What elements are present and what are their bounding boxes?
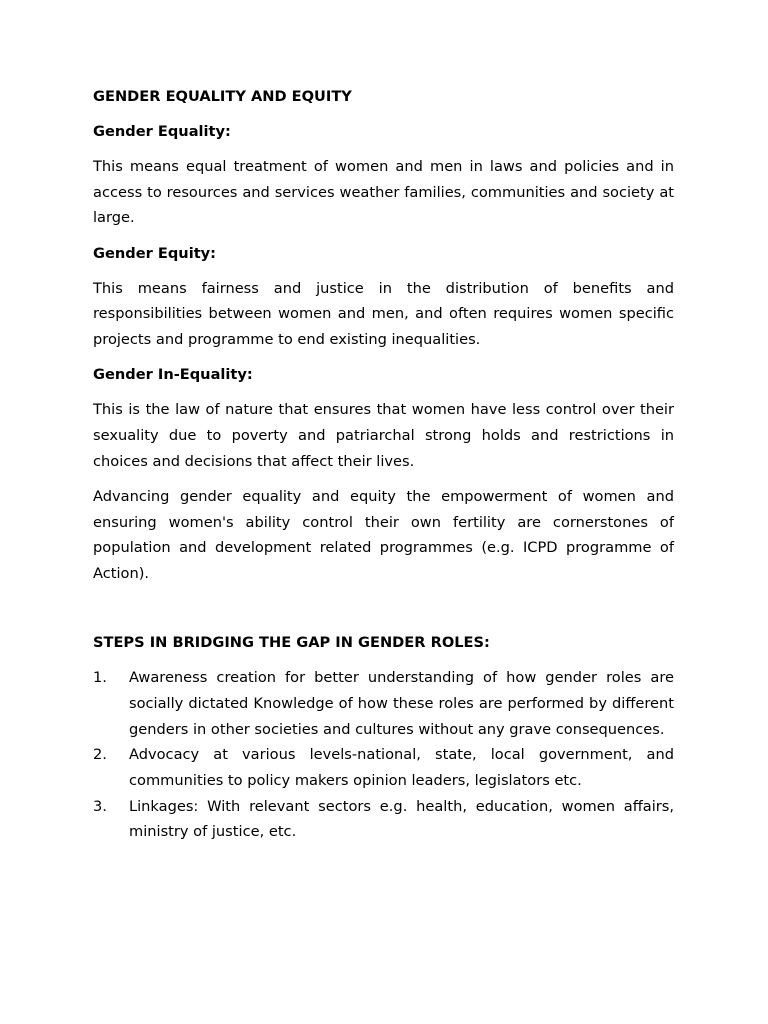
list-item-number: 3. [93,797,107,815]
list-item-number: 1. [93,669,107,687]
steps-list [93,665,674,845]
list-item-number: 2. [93,746,107,764]
blank-line [93,596,674,630]
list-item-text: Linkages: With relevant sectors e.g. health, education, women affairs, ministry of justice, etc. [129,797,674,841]
document-title: GENDER EQUALITY AND EQUITY [93,88,352,105]
section-paragraph: Advancing gender equality and equity the empowerment of women and ensuring women's ability control their own fertility are cornerstones of population and development related programmes (e.g. ICPD programme of Action). [93,487,674,582]
section-paragraph: This is the law of nature that ensures that women have less control over their sexuality due to poverty and patriarchal strong holds and restrictions in choices and decisions that affect their lives. [93,401,674,470]
list-item [93,742,674,793]
section-paragraph: This means fairness and justice in the distribution of benefits and responsibilities between women and men, and often requires women specific projects and programme to end existing inequalities. [93,279,674,349]
section-gender-equity [93,241,674,353]
list-item [93,665,674,742]
section-gender-inequality [93,362,674,586]
section-paragraph: This means equal treatment of women and men in laws and policies and in access to resources and services weather families, communities and society at large. [93,158,674,227]
section-heading: Gender Equity: [93,244,217,262]
list-item-text: Awareness creation for better understanding of how gender roles are socially dictated Knowledge of how these roles are performed by different genders in other societies and cultures without any grave consequences. [129,669,674,738]
list-item [93,794,674,845]
steps-heading: STEPS IN BRIDGING THE GAP IN GENDER ROLES: [93,634,490,652]
section-gender-equality [93,119,674,231]
section-heading: Gender Equality: [93,123,231,140]
section-heading: Gender In-Equality: [93,366,253,384]
document-page [93,84,674,845]
list-item-text: Advocacy at various levels-national, state, local government, and communities to policy makers opinion leaders, legislators etc. [129,746,674,789]
